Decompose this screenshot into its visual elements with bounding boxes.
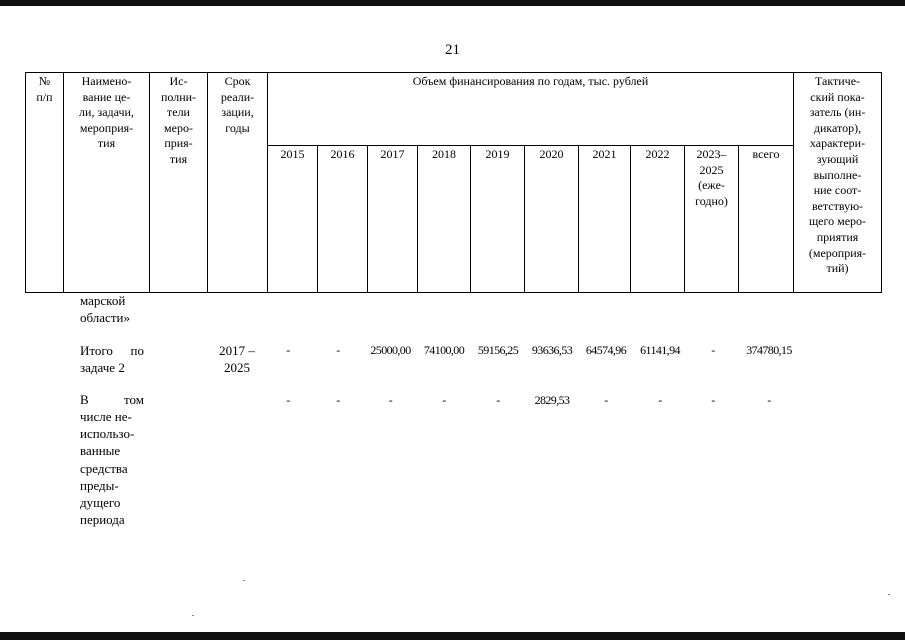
table-header — [25, 72, 882, 293]
header-year-2022: 2022 — [631, 145, 685, 292]
row-total-period: 2017 – 2025 — [219, 343, 255, 376]
row-unused-label — [80, 391, 144, 528]
header-col-indicator: Тактиче- ский пока- затель (ин- дикатор), характери- зующий выполне- ние соот- ветствую- щего меро- приятия (мероприя- тий) — [794, 73, 882, 293]
header-year-2018: 2018 — [418, 145, 471, 292]
row-unused-2022: - — [658, 393, 662, 407]
row-total-label — [80, 342, 144, 376]
header-year-2023-2025: 2023– 2025 (еже- годно) — [685, 145, 739, 292]
row-total-2021: 64574,96 — [585, 343, 627, 357]
row-unused-2023-2025: - — [711, 393, 715, 407]
row-unused-2017: - — [388, 393, 393, 407]
row-unused-2018: - — [442, 393, 446, 407]
row-total-2020: 93636,53 — [531, 343, 573, 357]
header-year-2017: 2017 — [368, 145, 418, 292]
row-total-label-word2: по — [130, 343, 144, 358]
header-year-2015: 2015 — [268, 145, 318, 292]
row-unused-2015: - — [286, 393, 290, 407]
row-total-2018: 74100,00 — [423, 343, 465, 357]
row-unused-2016: - — [336, 393, 340, 407]
header-year-2019: 2019 — [471, 145, 525, 292]
page-number: 21 — [445, 42, 460, 58]
row-total-2022: 61141,94 — [640, 343, 680, 357]
row-total-label-line2: задаче 2 — [80, 360, 125, 376]
scan-speck — [243, 580, 245, 581]
scan-speck — [192, 615, 194, 616]
row-total-2023-2025: - — [711, 343, 715, 357]
scan-speck — [888, 594, 890, 595]
row-unused-label-word1: В — [80, 392, 89, 407]
row-total-2016: - — [336, 343, 340, 357]
row-total-label-word1: Итого — [80, 343, 113, 358]
row-unused-sum: - — [767, 393, 771, 407]
continuation-text: марской области» — [80, 293, 130, 326]
page-bottom-edge — [0, 632, 905, 640]
header-col-period: Срок реали- зации, годы — [208, 73, 268, 293]
header-col-financing: Объем финансирования по годам, тыс. рублей — [268, 73, 794, 146]
header-year-2021: 2021 — [579, 145, 631, 292]
row-total-2017: 25000,00 — [370, 343, 411, 357]
row-unused-label-word2: том — [124, 392, 144, 407]
row-total-sum: 374780,15 — [746, 343, 792, 357]
row-unused-2020: 2829,53 — [534, 393, 570, 407]
header-total: всего — [739, 145, 794, 292]
row-unused-label-rest: числе не- использо- ванные средства преды- дущего периода — [80, 409, 135, 528]
header-col-executors: Ис- полни- тели меро- прия- тия — [150, 73, 208, 293]
header-year-2020: 2020 — [525, 145, 579, 292]
row-total-2015: - — [286, 343, 290, 357]
header-col-name: Наимено- вание це- ли, задачи, мероприя- тия — [64, 73, 150, 293]
row-unused-2019: - — [496, 393, 500, 407]
page-top-edge — [0, 0, 905, 6]
header-col-number: № п/п — [26, 73, 64, 293]
row-total-2019: 59156,25 — [477, 343, 519, 357]
header-year-2016: 2016 — [318, 145, 368, 292]
row-unused-2021: - — [604, 393, 608, 407]
